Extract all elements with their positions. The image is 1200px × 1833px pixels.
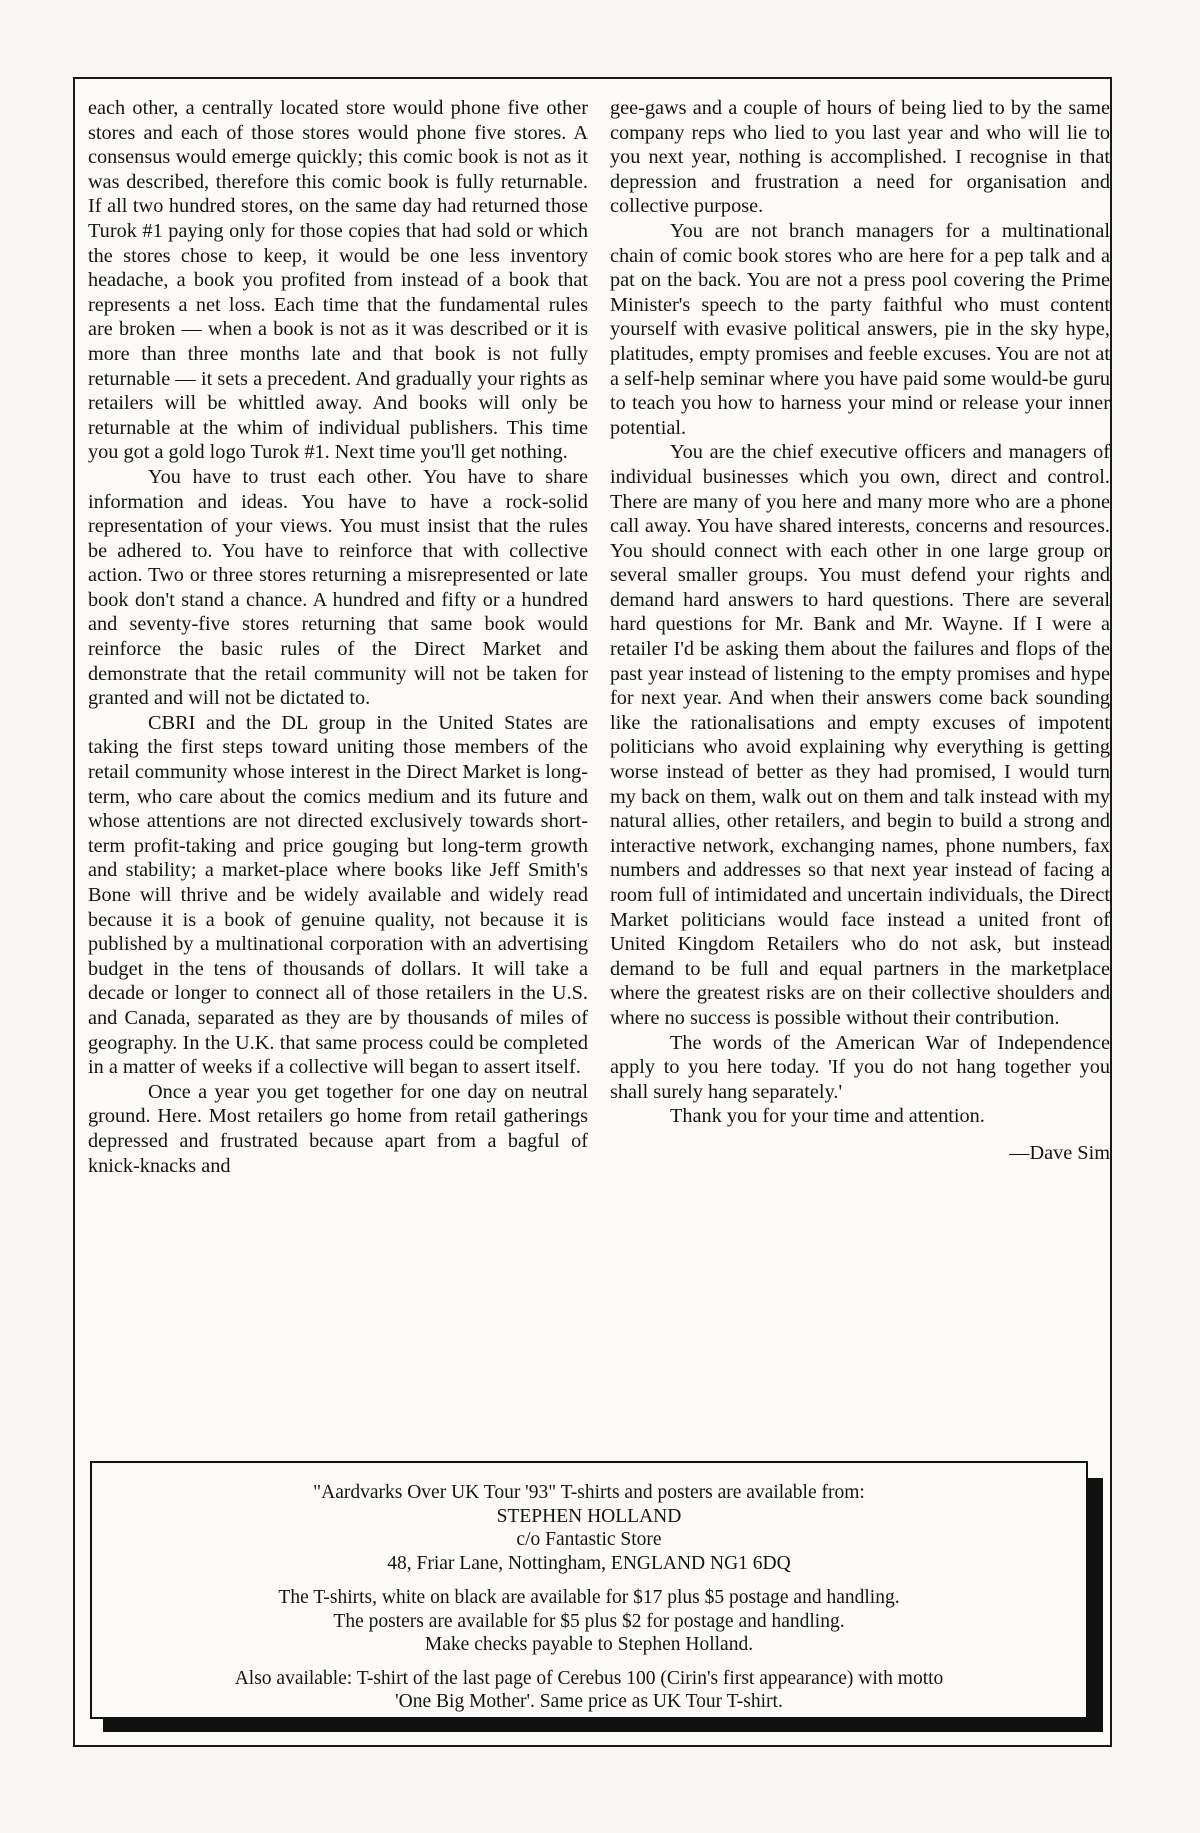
ad-box	[90, 1461, 1088, 1719]
ad-line: c/o Fantastic Store	[516, 1529, 662, 1550]
paragraph: each other, a centrally located store would phone five other stores and each of those stores would phone five stores. A consensus would emerge quickly; this comic book is not as it was described, therefore this comic book is fully returnable. If all two hundred stores, on the same day had returned those Turok #1 paying only for those copies that had sold or which the stores chose to keep, it would be one less inventory headache, a book you profited from instead of a book that represents a net loss. Each time that the fundamental rules are broken — when a book is not as it was described or it is more than three months late and that book is not fully returnable — it sets a precedent. And gradually your rights as retailers will be whittled away. And books will only be returnable at the whim of individual publishers. This time you got a gold logo Turok #1. Next time you'll get nothing.	[88, 97, 588, 464]
paragraph: You have to trust each other. You have to share information and ideas. You have to have a rock-solid representation of your views. You must insist that the rules be adhered to. You have to reinforce that with collective action. Two or three stores returning a misrepresented or late book don't stand a chance. A hundred and fifty or a hundred and seventy-five stores returning that same book would reinforce the basic rules of the Direct Market and demonstrate that the retail community will not be taken for granted and will not be dictated to.	[88, 465, 588, 710]
ad-address: 48, Friar Lane, Nottingham, ENGLAND NG1 6DQ	[387, 1552, 791, 1574]
ad-line: Also available: T-shirt of the last page of Cerebus 100 (Cirin's first appearance) with motto	[234, 1667, 944, 1689]
article-left-column	[88, 96, 588, 1178]
paragraph: gee-gaws and a couple of hours of being lied to by the same company reps who lied to you last year and who will lie to you next year, nothing is accomplished. I recognise in that depression and frustration a need for organisation and collective purpose.	[610, 97, 1110, 218]
ad-line: The posters are available for $5 plus $2 for postage and handling.	[333, 1610, 845, 1632]
ad-line: "Aardvarks Over UK Tour '93" T-shirts and posters are available from:	[313, 1482, 865, 1503]
ad-line: Make checks payable to Stephen Holland.	[424, 1634, 754, 1655]
paragraph: You are the chief executive officers and managers of individual businesses which you own, direct and control. There are many of you here and many more who are a phone call away. You have shared interests, concerns and resources. You should connect with each other in one large group or several smaller groups. You must defend your rights and demand hard answers to hard questions. There are several hard questions for Mr. Bank and Mr. Wayne. If I were a retailer I'd be asking them about the failures and flops of the past year instead of listening to the empty promises and hype for next year. And when their answers come back sounding like the rationalisations and empty excuses of impotent politicians who avoid explaining why everything is getting worse instead of better as they had promised, I would turn my back on them, walk out on them and talk instead with my natural allies, other retailers, and begin to build a strong and interactive network, exchanging names, phone numbers, fax numbers and addresses so that next year instead of facing a room full of intimidated and uncertain individuals, the Direct Market politicians would face instead a united front of United Kingdom Retailers who do not ask, but instead demand to be full and equal partners in the marketplace where the greatest risks are on their collective shoulders and where no success is possible without their contribution.	[610, 441, 1110, 1029]
ad-line: 'One Big Mother'. Same price as UK Tour T-shirt.	[395, 1691, 783, 1712]
signature: —Dave Sim	[1009, 1141, 1110, 1164]
paragraph: Thank you for your time and attention.	[670, 1105, 985, 1128]
paragraph: You are not branch managers for a multinational chain of comic book stores who are here for a pep talk and a pat on the back. You are not a press pool covering the Prime Minister's speech to the party faithful who must content yourself with evasive political answers, pie in the sky hype, platitudes, empty promises and feeble excuses. You are not at a self-help seminar where you have paid some would-be guru to teach you how to harness your mind or release your inner potential.	[610, 219, 1110, 439]
paragraph: The words of the American War of Independence apply to you here today. 'If you do not hang together you shall surely hang separately.'	[610, 1031, 1110, 1103]
ad-line: The T-shirts, white on black are available for $17 plus $5 postage and handling.	[278, 1587, 900, 1608]
paragraph: Once a year you get together for one day on neutral ground. Here. Most retailers go home from retail gatherings depressed and frustrated because apart from a bagful of knick-knacks and	[88, 1080, 588, 1177]
ad-contact-name: STEPHEN HOLLAND	[496, 1505, 682, 1527]
article-right-column	[610, 96, 1110, 1166]
paragraph: CBRI and the DL group in the United States are taking the first steps toward uniting those members of the retail community whose interest in the Direct Market is long-term, who care about the comics medium and its future and whose attentions are not directed exclusively towards short-term profit-taking and price gouging but long-term growth and stability; a market-place where books like Jeff Smith's Bone will thrive and be widely available and widely read because it is a book of genuine quality, not because it is published by a multinational corporation with an advertising budget in the tens of thousands of dollars. It will take a decade or longer to connect all of those retailers in the U.S. and Canada, separated as they are by thousands of miles of geography. In the U.K. that same process could be completed in a matter of weeks if a collective will began to assert itself.	[88, 711, 588, 1079]
